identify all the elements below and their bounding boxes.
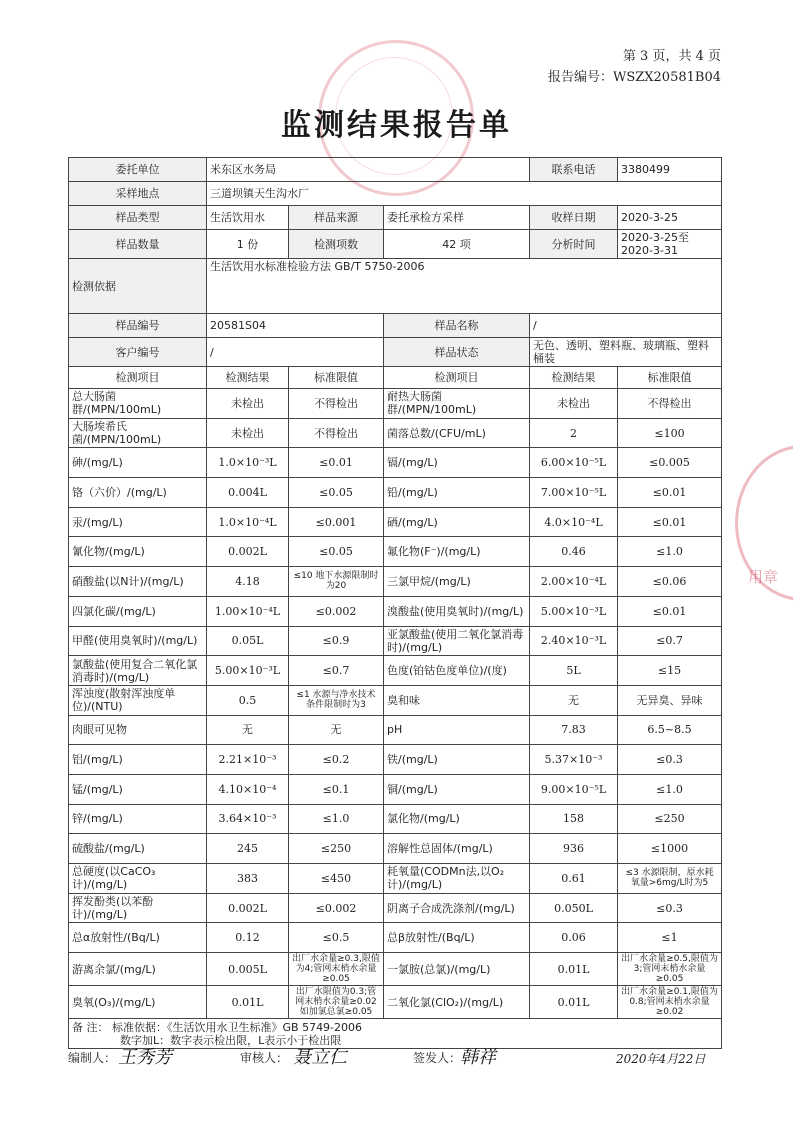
table-cell: 1.0×10⁻³L <box>207 448 289 478</box>
table-cell: 0.01L <box>530 986 618 1019</box>
client-label: 委托单位 <box>69 158 207 182</box>
table-cell: ≤0.2 <box>289 745 384 775</box>
column-header: 标准限值 <box>618 367 722 389</box>
table-cell: ≤250 <box>618 804 722 834</box>
table-row <box>69 986 722 1019</box>
table-cell: ≤450 <box>289 864 384 894</box>
table-cell: 耐热大肠菌群/(MPN/100mL) <box>384 389 530 419</box>
table-cell: 0.002L <box>207 893 289 923</box>
table-cell: 未检出 <box>207 418 289 448</box>
table-cell: ≤0.3 <box>618 893 722 923</box>
analysis-value: 2020-3-25至2020-3-31 <box>618 230 722 259</box>
table-cell: 不得检出 <box>289 418 384 448</box>
table-cell: 4.10×10⁻⁴ <box>207 774 289 804</box>
table-row <box>69 418 722 448</box>
table-cell: 4.18 <box>207 567 289 597</box>
table-cell: 6.00×10⁻⁵L <box>530 448 618 478</box>
table-cell: 铝/(mg/L) <box>69 745 207 775</box>
table-row <box>69 715 722 745</box>
table-cell: 出厂水余量≥0.1,限值为0.8;管网末梢水余量≥0.02 <box>618 986 722 1019</box>
table-cell: 5.00×10⁻³L <box>530 596 618 626</box>
table-cell: 氯化物/(mg/L) <box>384 804 530 834</box>
table-cell: 铬（六价）/(mg/L) <box>69 478 207 508</box>
column-header: 检测结果 <box>530 367 618 389</box>
table-cell: ≤0.7 <box>289 656 384 686</box>
reviewer-label: 审核人： <box>240 1051 289 1065</box>
table-row <box>69 774 722 804</box>
table-cell: 5L <box>530 656 618 686</box>
table-cell: 耗氧量(CODMn法,以O₂ 计)/(mg/L) <box>384 864 530 894</box>
recv-label: 收样日期 <box>530 206 618 230</box>
table-row <box>69 864 722 894</box>
sample-state-value: 无色、透明、塑料瓶、玻璃瓶、塑料桶装 <box>530 338 722 367</box>
phone-value: 3380499 <box>618 158 722 182</box>
page-info <box>548 46 721 88</box>
table-cell: 158 <box>530 804 618 834</box>
site-label: 采样地点 <box>69 182 207 206</box>
column-header: 检测结果 <box>207 367 289 389</box>
compiler-signature: 王秀芳 <box>118 1047 172 1068</box>
seal-text: 用章 <box>748 568 779 586</box>
table-cell: 2.21×10⁻³ <box>207 745 289 775</box>
sample-state-label: 样品状态 <box>384 338 530 367</box>
table-cell: ≤0.1 <box>289 774 384 804</box>
table-cell: 4.0×10⁻⁴L <box>530 507 618 537</box>
table-cell: 1.0×10⁻⁴L <box>207 507 289 537</box>
table-cell: 936 <box>530 834 618 864</box>
table-cell: 色度(铂钴色度单位)/(度) <box>384 656 530 686</box>
table-cell: 0.004L <box>207 478 289 508</box>
table-cell: 总α放射性/(Bq/L) <box>69 923 207 953</box>
items-label: 检测项数 <box>289 230 384 259</box>
table-cell: 硝酸盐(以N计)/(mg/L) <box>69 567 207 597</box>
table-row <box>69 567 722 597</box>
table-cell: 溴酸盐(使用臭氧时)/(mg/L) <box>384 596 530 626</box>
table-cell: 0.12 <box>207 923 289 953</box>
table-cell: 总β放射性/(Bq/L) <box>384 923 530 953</box>
table-cell: 汞/(mg/L) <box>69 507 207 537</box>
table-cell: ≤3 水源限制，原水耗氧量>6mg/L时为5 <box>618 864 722 894</box>
table-row <box>69 656 722 686</box>
table-cell: 0.002L <box>207 537 289 567</box>
table-cell: 硫酸盐/(mg/L) <box>69 834 207 864</box>
issuer-label: 签发人： <box>413 1051 462 1065</box>
table-cell: 1.00×10⁻⁴L <box>207 596 289 626</box>
qty-value: 1 份 <box>207 230 289 259</box>
column-header: 检测项目 <box>384 367 530 389</box>
note-line1: 标准依据：《生活饮用水卫生标准》GB 5749-2006 <box>112 1020 363 1034</box>
table-cell: 0.005L <box>207 953 289 986</box>
table-cell: 5.37×10⁻³ <box>530 745 618 775</box>
issuer-signature: 韩祥 <box>460 1047 496 1068</box>
phone-label: 联系电话 <box>530 158 618 182</box>
analysis-label: 分析时间 <box>530 230 618 259</box>
sample-name-value: / <box>530 314 722 338</box>
note-line2: 数字加L：数字表示检出限，L表示小于检出限 <box>120 1033 342 1047</box>
table-cell: 不得检出 <box>289 389 384 419</box>
table-row <box>69 893 722 923</box>
items-value: 42 项 <box>384 230 530 259</box>
table-row <box>69 478 722 508</box>
table-cell: 出厂水限值为0.3;管网末梢水余量≥0.02 如加氯总氯≥0.05 <box>289 986 384 1019</box>
table-cell: 0.050L <box>530 893 618 923</box>
column-header: 标准限值 <box>289 367 384 389</box>
table-cell: 未检出 <box>530 389 618 419</box>
table-row <box>69 685 722 715</box>
table-cell: 菌落总数/(CFU/mL) <box>384 418 530 448</box>
table-cell: 锰/(mg/L) <box>69 774 207 804</box>
type-label: 样品类型 <box>69 206 207 230</box>
qty-label: 样品数量 <box>69 230 207 259</box>
table-cell: 甲醛(使用臭氧时)/(mg/L) <box>69 626 207 656</box>
table-cell: 铅/(mg/L) <box>384 478 530 508</box>
table-cell: 0.05L <box>207 626 289 656</box>
page-title: 监测结果报告单 <box>281 108 512 143</box>
table-cell: 不得检出 <box>618 389 722 419</box>
table-row <box>69 745 722 775</box>
table-cell: 镉/(mg/L) <box>384 448 530 478</box>
result-table <box>68 157 722 1049</box>
table-cell: ≤0.01 <box>618 478 722 508</box>
compiler-label: 编制人： <box>68 1051 117 1065</box>
table-cell: ≤0.01 <box>618 596 722 626</box>
table-cell: 无 <box>289 715 384 745</box>
table-cell: 臭和味 <box>384 685 530 715</box>
sample-no-label: 样品编号 <box>69 314 207 338</box>
table-cell: ≤15 <box>618 656 722 686</box>
table-cell: 阴离子合成洗涤剂/(mg/L) <box>384 893 530 923</box>
site-value: 三道坝镇天生沟水厂 <box>207 182 722 206</box>
table-cell: 7.83 <box>530 715 618 745</box>
table-cell: 6.5~8.5 <box>618 715 722 745</box>
table-cell: ≤10 地下水源限制时为20 <box>289 567 384 597</box>
table-cell: 3.64×10⁻³ <box>207 804 289 834</box>
table-cell: 一氯胺(总氯)/(mg/L) <box>384 953 530 986</box>
column-header-row <box>69 367 722 389</box>
table-cell: 锌/(mg/L) <box>69 804 207 834</box>
sign-date: 2020年4月22日 <box>616 1052 706 1066</box>
table-row <box>69 507 722 537</box>
table-row <box>69 953 722 986</box>
table-cell: 二氧化氯(ClO₂)/(mg/L) <box>384 986 530 1019</box>
table-cell: 溶解性总固体/(mg/L) <box>384 834 530 864</box>
table-cell: ≤1 水源与净水技术条件限制时为3 <box>289 685 384 715</box>
table-cell: 无异臭、异味 <box>618 685 722 715</box>
reviewer-signature: 聂立仁 <box>293 1047 347 1068</box>
table-row <box>69 804 722 834</box>
customer-no-label: 客户编号 <box>69 338 207 367</box>
table-cell: 四氯化碳/(mg/L) <box>69 596 207 626</box>
table-row <box>69 923 722 953</box>
table-cell: ≤0.06 <box>618 567 722 597</box>
table-cell: 0.46 <box>530 537 618 567</box>
table-cell: 游离余氯/(mg/L) <box>69 953 207 986</box>
table-cell: 氰化物/(mg/L) <box>69 537 207 567</box>
table-cell: 2 <box>530 418 618 448</box>
table-cell: 铜/(mg/L) <box>384 774 530 804</box>
table-cell: 肉眼可见物 <box>69 715 207 745</box>
table-cell: 氯酸盐(使用复合二氧化氯消毒时)/(mg/L) <box>69 656 207 686</box>
table-cell: ≤0.002 <box>289 893 384 923</box>
table-cell: ≤1.0 <box>618 774 722 804</box>
sample-name-label: 样品名称 <box>384 314 530 338</box>
table-cell: ≤0.5 <box>289 923 384 953</box>
table-cell: ≤0.7 <box>618 626 722 656</box>
report-number: 报告编号：WSZX20581B04 <box>547 70 721 85</box>
table-cell: ≤0.01 <box>289 448 384 478</box>
official-seal-side <box>735 445 793 601</box>
type-value: 生活饮用水 <box>207 206 289 230</box>
table-cell: ≤0.005 <box>618 448 722 478</box>
table-cell: ≤1 <box>618 923 722 953</box>
table-cell: 亚氯酸盐(使用二氧化氯消毒时)/(mg/L) <box>384 626 530 656</box>
table-cell: ≤0.9 <box>289 626 384 656</box>
table-cell: 浑浊度(散射浑浊度单位)/(NTU) <box>69 685 207 715</box>
sample-no-value: 20581S04 <box>207 314 384 338</box>
page-number: 第 3 页，共 4 页 <box>622 49 721 64</box>
table-cell: 无 <box>530 685 618 715</box>
table-cell: 0.01L <box>207 986 289 1019</box>
table-cell: 0.5 <box>207 685 289 715</box>
basis-label: 检测依据 <box>69 259 207 314</box>
table-cell: ≤0.01 <box>618 507 722 537</box>
table-cell: pH <box>384 715 530 745</box>
table-cell: 未检出 <box>207 389 289 419</box>
basis-value: 生活饮用水标准检验方法 GB/T 5750-2006 <box>207 259 722 314</box>
table-cell: 臭氧(O₃)/(mg/L) <box>69 986 207 1019</box>
table-cell: 大肠埃希氏菌/(MPN/100mL) <box>69 418 207 448</box>
column-header: 检测项目 <box>69 367 207 389</box>
table-cell: ≤100 <box>618 418 722 448</box>
table-row <box>69 596 722 626</box>
customer-no-value: / <box>207 338 384 367</box>
table-cell: 出厂水余量≥0.5,限值为3;管网末梢水余量≥0.05 <box>618 953 722 986</box>
table-cell: 氟化物(F⁻)/(mg/L) <box>384 537 530 567</box>
table-row <box>69 389 722 419</box>
table-cell: 0.01L <box>530 953 618 986</box>
table-cell: 总硬度(以CaCO₃ 计)/(mg/L) <box>69 864 207 894</box>
client-value: 米东区水务局 <box>207 158 530 182</box>
table-cell: ≤1000 <box>618 834 722 864</box>
recv-value: 2020-3-25 <box>618 206 722 230</box>
table-row <box>69 537 722 567</box>
table-cell: 挥发酚类(以苯酚计)/(mg/L) <box>69 893 207 923</box>
table-cell: 5.00×10⁻³L <box>207 656 289 686</box>
note-label: 备 注： <box>72 1020 109 1034</box>
table-row <box>69 834 722 864</box>
source-label: 样品来源 <box>289 206 384 230</box>
table-cell: ≤250 <box>289 834 384 864</box>
table-cell: ≤0.001 <box>289 507 384 537</box>
table-cell: 7.00×10⁻⁵L <box>530 478 618 508</box>
table-row <box>69 448 722 478</box>
table-cell: 三氯甲烷/(mg/L) <box>384 567 530 597</box>
table-cell: 2.00×10⁻⁴L <box>530 567 618 597</box>
table-cell: 0.61 <box>530 864 618 894</box>
table-cell: ≤0.05 <box>289 478 384 508</box>
table-cell: ≤1.0 <box>618 537 722 567</box>
table-cell: ≤0.05 <box>289 537 384 567</box>
table-cell: 0.06 <box>530 923 618 953</box>
table-cell: 砷/(mg/L) <box>69 448 207 478</box>
table-cell: 总大肠菌群/(MPN/100mL) <box>69 389 207 419</box>
table-row <box>69 626 722 656</box>
table-cell: 出厂水余量≥0.3,限值为4;管网末梢水余量≥0.05 <box>289 953 384 986</box>
source-value: 委托承检方采样 <box>384 206 530 230</box>
table-cell: 245 <box>207 834 289 864</box>
table-cell: 9.00×10⁻⁵L <box>530 774 618 804</box>
table-cell: 383 <box>207 864 289 894</box>
table-cell: 2.40×10⁻³L <box>530 626 618 656</box>
table-cell: 无 <box>207 715 289 745</box>
table-cell: 硒/(mg/L) <box>384 507 530 537</box>
table-cell: ≤0.3 <box>618 745 722 775</box>
table-cell: ≤0.002 <box>289 596 384 626</box>
table-cell: 铁/(mg/L) <box>384 745 530 775</box>
table-cell: ≤1.0 <box>289 804 384 834</box>
